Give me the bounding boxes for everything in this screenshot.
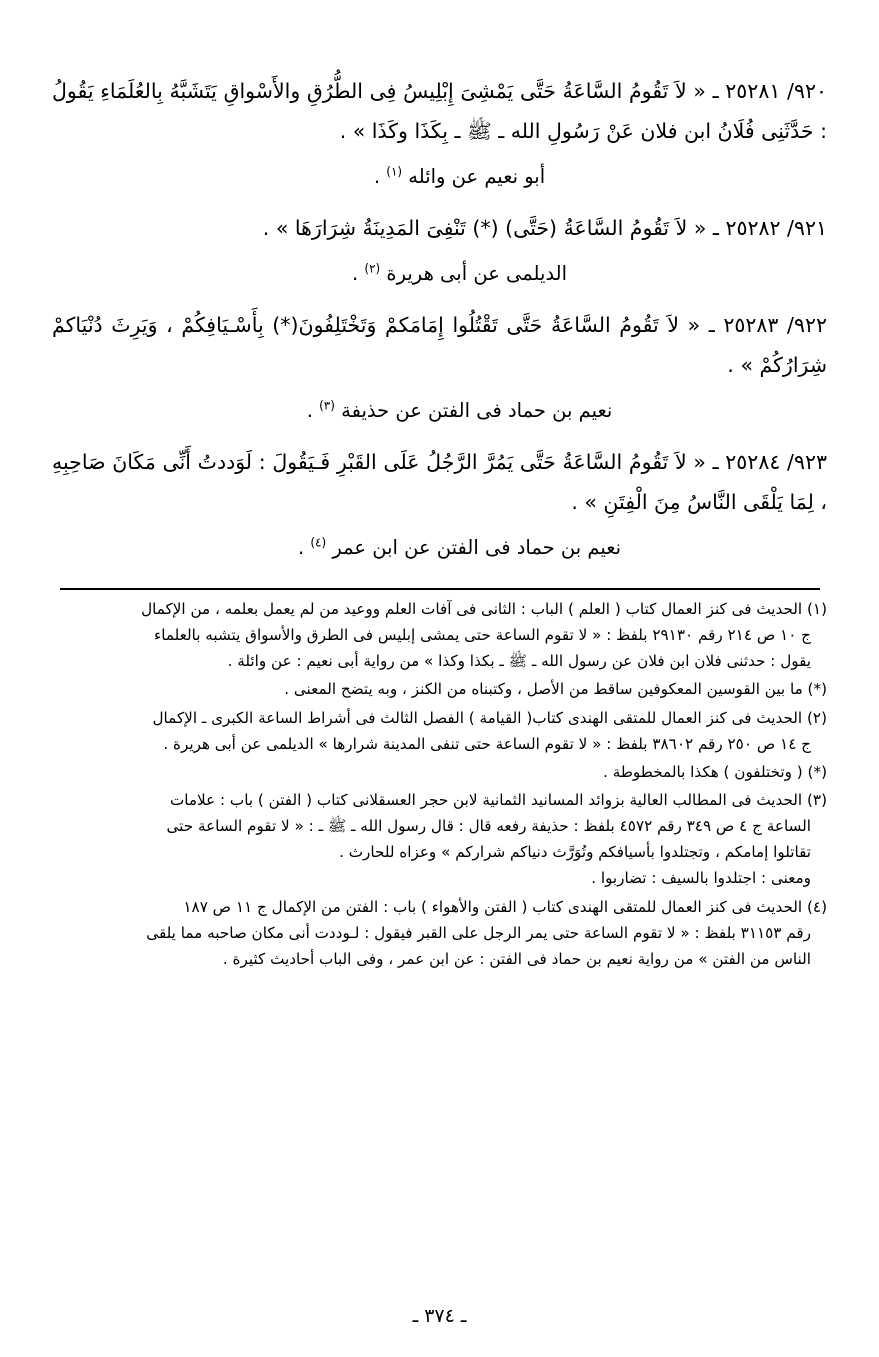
footnote-marker: (٤) <box>806 897 827 916</box>
source-period: . <box>297 535 305 559</box>
footnote-line: الحديث فى كنز العمال للمتقى الهندى كتاب ( الفتن والأهواء ) باب : الفتن من الإكمال ج ١١ ص ١٨٧ <box>183 897 803 916</box>
footnote-marker: (*) <box>807 762 827 781</box>
source-text: أبو نعيم عن وائله <box>408 164 546 188</box>
footnote-2 <box>52 705 827 757</box>
footnote-line: تقاتلوا إمامكم ، وتجتلدوا بأسيافكم وتُوَرَّث دنياكم شراركم » وعزاه للحارث . <box>339 843 811 862</box>
hadith-source-920 <box>52 158 827 195</box>
footnote-star-2 <box>52 759 827 785</box>
footnote-separator <box>52 588 827 590</box>
footnote-line: الساعة ج ٤ ص ٣٤٩ رقم ٤٥٧٢ بلفظ : حذيفة رفعه قال : قال رسول الله ـ ﷺ ـ : « لا تقوم الساعة حتى <box>166 817 811 836</box>
footnote-line: رقم ٣١١٥٣ بلفظ : « لا تقوم الساعة حتى يمر الرجل على القبر فيقول : لـوددت أنى مكان صاحبه مما يلقى <box>146 923 811 942</box>
source-text: نعيم بن حماد فى الفتن عن حذيفة <box>341 398 613 422</box>
footnote-4 <box>52 894 827 972</box>
hadith-text-920: ٩٢٠/ ٢٥٢٨١ ـ « لاَ تَقُومُ السَّاعَةُ حَتَّى يَمْشِىَ إِبْلِيسُ فِى الطُّرُقِ والأَسْواقِ يَتَشَبَّهُ بِالعُلَمَاءِ يَقُولُ : حَدَّثَنِى فُلَانُ ابن فلان عَنْ رَسُولِ الله ـ ﷺ ـ بِكَذَا وكَذَا » . <box>52 79 827 143</box>
footnote-line: ج ١٤ ص ٢٥٠ رقم ٣٨٦٠٢ بلفظ : « لا تقوم الساعة حتى تنفى المدينة شرارها » الديلمى عن أبى هريرة . <box>163 734 811 753</box>
footnotes-section <box>52 596 827 974</box>
page-number: ـ ٣٧٤ ـ <box>412 1305 467 1327</box>
footnote-star-1 <box>52 676 827 702</box>
footnote-line: الحديث فى كنز العمال كتاب ( العلم ) الباب : الثانى فى آفات العلم ووعيد من لم يعمل بعلمه ، من الإكمال <box>141 599 803 618</box>
footnote-marker: (*) <box>807 680 827 699</box>
footnote-line: ج ١٠ ص ٢١٤ رقم ٢٩١٣٠ بلفظ : « لا تقوم الساعة حتى يمشى إبليس فى الطرق والأسواق يتشبه بالعلماء <box>154 626 811 645</box>
hadith-source-921 <box>52 255 827 292</box>
footnote-marker: (١) <box>806 599 827 618</box>
source-text: الديلمى عن أبى هريرة <box>386 261 568 285</box>
footnote-ref-4: (٤) <box>310 535 327 550</box>
footnote-line: الحديث فى المطالب العالية بزوائد المسانيد الثمانية لابن حجر العسقلانى كتاب ( الفتن ) باب : علامات <box>169 790 803 809</box>
hadith-source-922 <box>52 392 827 429</box>
hadith-text-921: ٩٢١/ ٢٥٢٨٢ ـ « لاَ تَقُومُ السَّاعَةُ (حَتَّى) (*) تَنْفِىَ المَدِينَةُ شِرَارَهَا » . <box>262 215 827 240</box>
footnote-line: الناس من الفتن » من رواية نعيم بن حماد فى الفتن : عن ابن عمر ، وفى الباب أحاديث كثيرة . <box>222 949 811 968</box>
footnote-marker: (٢) <box>806 708 827 727</box>
source-period: . <box>306 398 313 422</box>
source-text: نعيم بن حماد فى الفتن عن ابن عمر <box>332 535 622 559</box>
hadith-text-922: ٩٢٢/ ٢٥٢٨٣ ـ « لاَ تَقُومُ السَّاعَةُ حَتَّى تَقْتُلُوا إِمَامَكمْ وَتَخْتَلِفُونَ(*) بِأَسْـيَافِكُمْ ، وَيَرِثَ دُنْيَاكمْ شِرَارُكُمْ » . <box>52 313 827 377</box>
footnote-line: يقول : حدثنى فلان ابن فلان عن رسول الله ـ ﷺ ـ بكذا وكذا » من رواية أبى نعيم : عن وائلة . <box>227 652 811 671</box>
source-period: . <box>373 164 381 188</box>
hadith-body <box>52 72 827 580</box>
horizontal-rule <box>60 588 820 590</box>
footnote-line: ما بين القوسين المعكوفين ساقط من الأصل ، وكتبناه من الكنز ، وبه يتضح المعنى . <box>284 680 803 699</box>
footnote-line: ( وتختلفون ) هكذا بالمخطوطة . <box>603 762 803 781</box>
footnote-marker: (٣) <box>806 790 827 809</box>
hadith-text-923: ٩٢٣/ ٢٥٢٨٤ ـ « لاَ تَقُومُ السَّاعَةُ حَتَّى يَمُرَّ الرَّجُلُ عَلَى القَبْرِ فَـيَقُولَ : لَوَددتُ أَنِّى مَكَانَ صَاحِبِهِ ، لِمَا يَلْقَى النَّاسُ مِنَ الْفِتَنِ » . <box>52 449 827 514</box>
footnote-ref-1: (١) <box>386 164 403 179</box>
hadith-source-923 <box>52 529 827 566</box>
footnote-ref-3: (٣) <box>319 398 335 413</box>
footnote-3 <box>52 787 827 892</box>
footnote-line: ومعنى : اجتلدوا بالسيف : تضاربوا . <box>591 869 811 888</box>
footnote-ref-2: (٢) <box>364 261 381 276</box>
footnote-line: الحديث فى كنز العمال للمتقى الهندى كتاب( القيامة ) الفصل الثالث فى أشراط الساعة الكبرى ـ الإكمال <box>152 708 803 727</box>
footnote-1 <box>52 596 827 674</box>
source-period: . <box>351 261 359 285</box>
